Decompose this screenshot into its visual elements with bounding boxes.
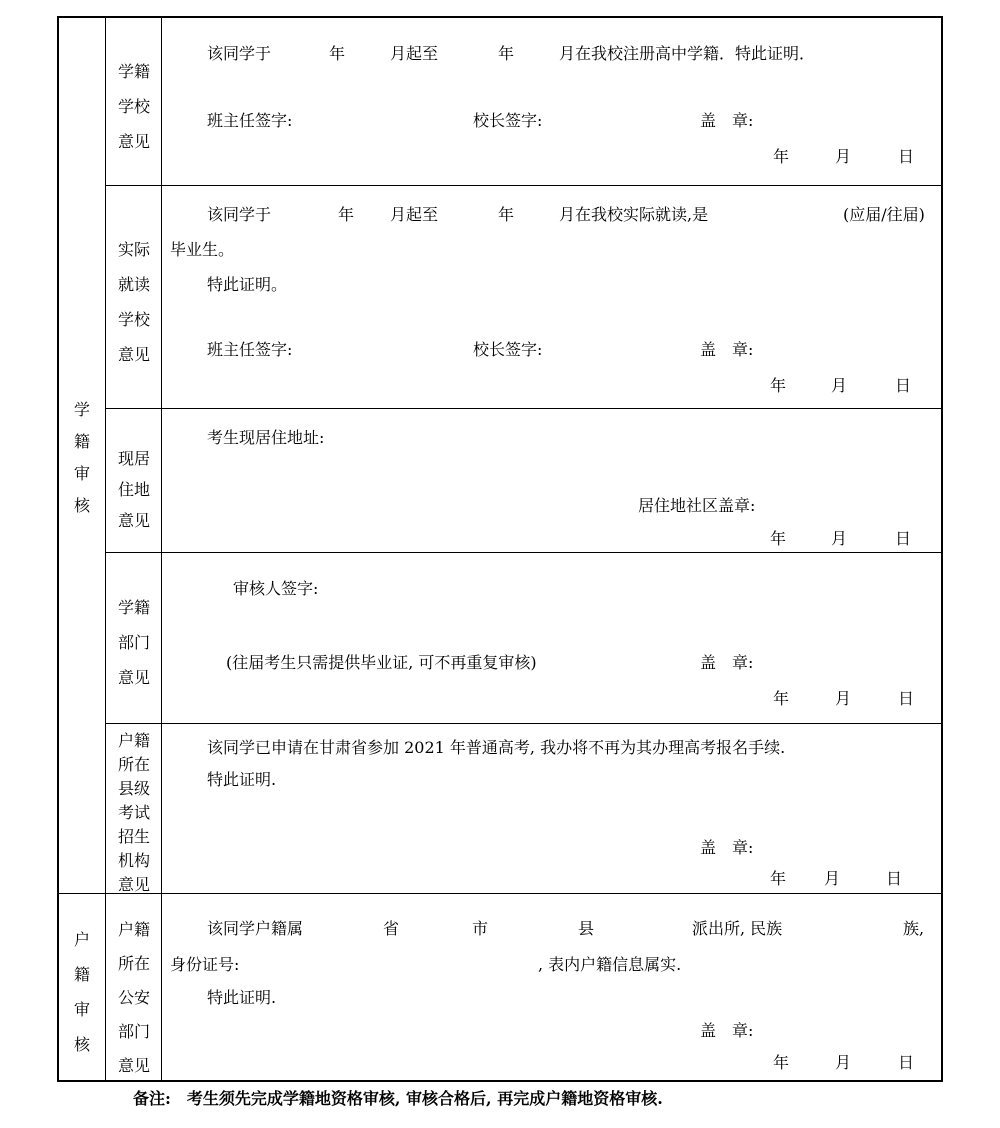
footnote: 备注: 考生须先完成学籍地资格审核, 审核合格后, 再完成户籍地资格审核. [133,1089,663,1108]
section6-line1-ethnicity: 族, [903,919,925,938]
section3-date-year: 年 [770,529,787,548]
section1-label: 学籍 学校 意见 [117,62,150,151]
section5-date-month: 月 [824,869,841,888]
section2-teacher-signature: 班主任签字: [207,340,293,359]
section6-date-year: 年 [773,1053,790,1072]
section2-date-month: 月 [831,376,848,395]
section1-line1-year2: 年 [498,44,515,63]
section2-date-day: 日 [895,376,912,395]
section4-date-day: 日 [898,689,915,708]
section2-seal: 盖 章: [700,340,754,359]
section2-date-year: 年 [770,376,787,395]
row-divider-1 [105,185,942,186]
form-frame [57,16,943,1082]
section6-line1-city: 市 [472,919,489,938]
section6-id-number: 身份证号: [170,955,240,974]
section2-line1-start: 该同学于 [207,205,272,224]
section2-line3: 特此证明。 [207,275,288,294]
section1-line1-rest: 月在我校注册高中学籍．特此证明． [559,44,816,63]
section6-seal: 盖 章: [700,1021,754,1040]
section1-date-month: 月 [835,147,852,166]
section4-seal: 盖 章: [700,653,754,672]
section5-date-year: 年 [770,869,787,888]
section3-date-month: 月 [831,529,848,548]
label-column-divider [161,17,162,1081]
section1-date-year: 年 [773,147,790,166]
section1-principal-signature: 校长签字: [473,111,543,130]
section3-date-day: 日 [895,529,912,548]
section3-community-seal: 居住地社区盖章: [638,496,756,515]
section1-date-day: 日 [898,147,915,166]
group-label-huji: 户 籍 审 核 [73,930,90,1054]
section2-line1-rest: 月在我校实际就读,是 [559,205,709,224]
section5-line1: 该同学已申请在甘肃省参加 2021 年普通高考, 我办将不再为其办理高考报名手续. [207,738,786,757]
section2-label: 实际 就读 学校 意见 [117,240,150,364]
section3-address: 考生现居住地址: [207,428,325,447]
section1-seal: 盖 章: [700,111,754,130]
section4-reviewer-signature: 审核人签字: [233,579,319,598]
section6-line2-rest: , 表内户籍信息属实. [538,955,682,974]
section1-line1-month-from: 月起至 [390,44,439,63]
section6-line3: 特此证明. [207,988,277,1007]
section6-date-day: 日 [898,1053,915,1072]
section3-label: 现居 住地 意见 [117,449,150,530]
section1-line1-year: 年 [329,44,346,63]
section2-principal-signature: 校长签字: [473,340,543,359]
row-divider-4 [105,723,942,724]
row-divider-3 [105,552,942,553]
section2-line1-year2: 年 [498,205,515,224]
group-column-divider [105,17,106,1081]
section4-label: 学籍 部门 意见 [117,598,150,687]
section5-line2: 特此证明. [207,770,277,789]
section4-date-month: 月 [835,689,852,708]
section5-seal: 盖 章: [700,838,754,857]
section2-line1-paren: (应届/往届) [843,205,925,224]
section2-line1-month-from: 月起至 [390,205,439,224]
section5-label: 户籍 所在 县级 考试 招生 机构 意见 [117,731,150,894]
section1-line1-start: 该同学于 [207,44,272,63]
section6-line1-start: 该同学户籍属 [207,919,304,938]
section6-label: 户籍 所在 公安 部门 意见 [117,920,150,1075]
row-divider-2 [105,408,942,409]
section6-line1-police-station: 派出所, 民族 [692,919,783,938]
section5-date-day: 日 [886,869,903,888]
group-divider [58,893,942,894]
section6-line1-county: 县 [578,919,595,938]
section6-line1-province: 省 [383,919,400,938]
section2-line2: 毕业生。 [170,240,235,259]
section1-teacher-signature: 班主任签字: [207,111,293,130]
section2-line1-year: 年 [338,205,355,224]
section4-note: (往届考生只需提供毕业证, 可不再重复审核) [226,653,537,672]
section4-date-year: 年 [773,689,790,708]
section6-date-month: 月 [835,1053,852,1072]
group-label-xueji: 学 籍 审 核 [73,400,90,515]
